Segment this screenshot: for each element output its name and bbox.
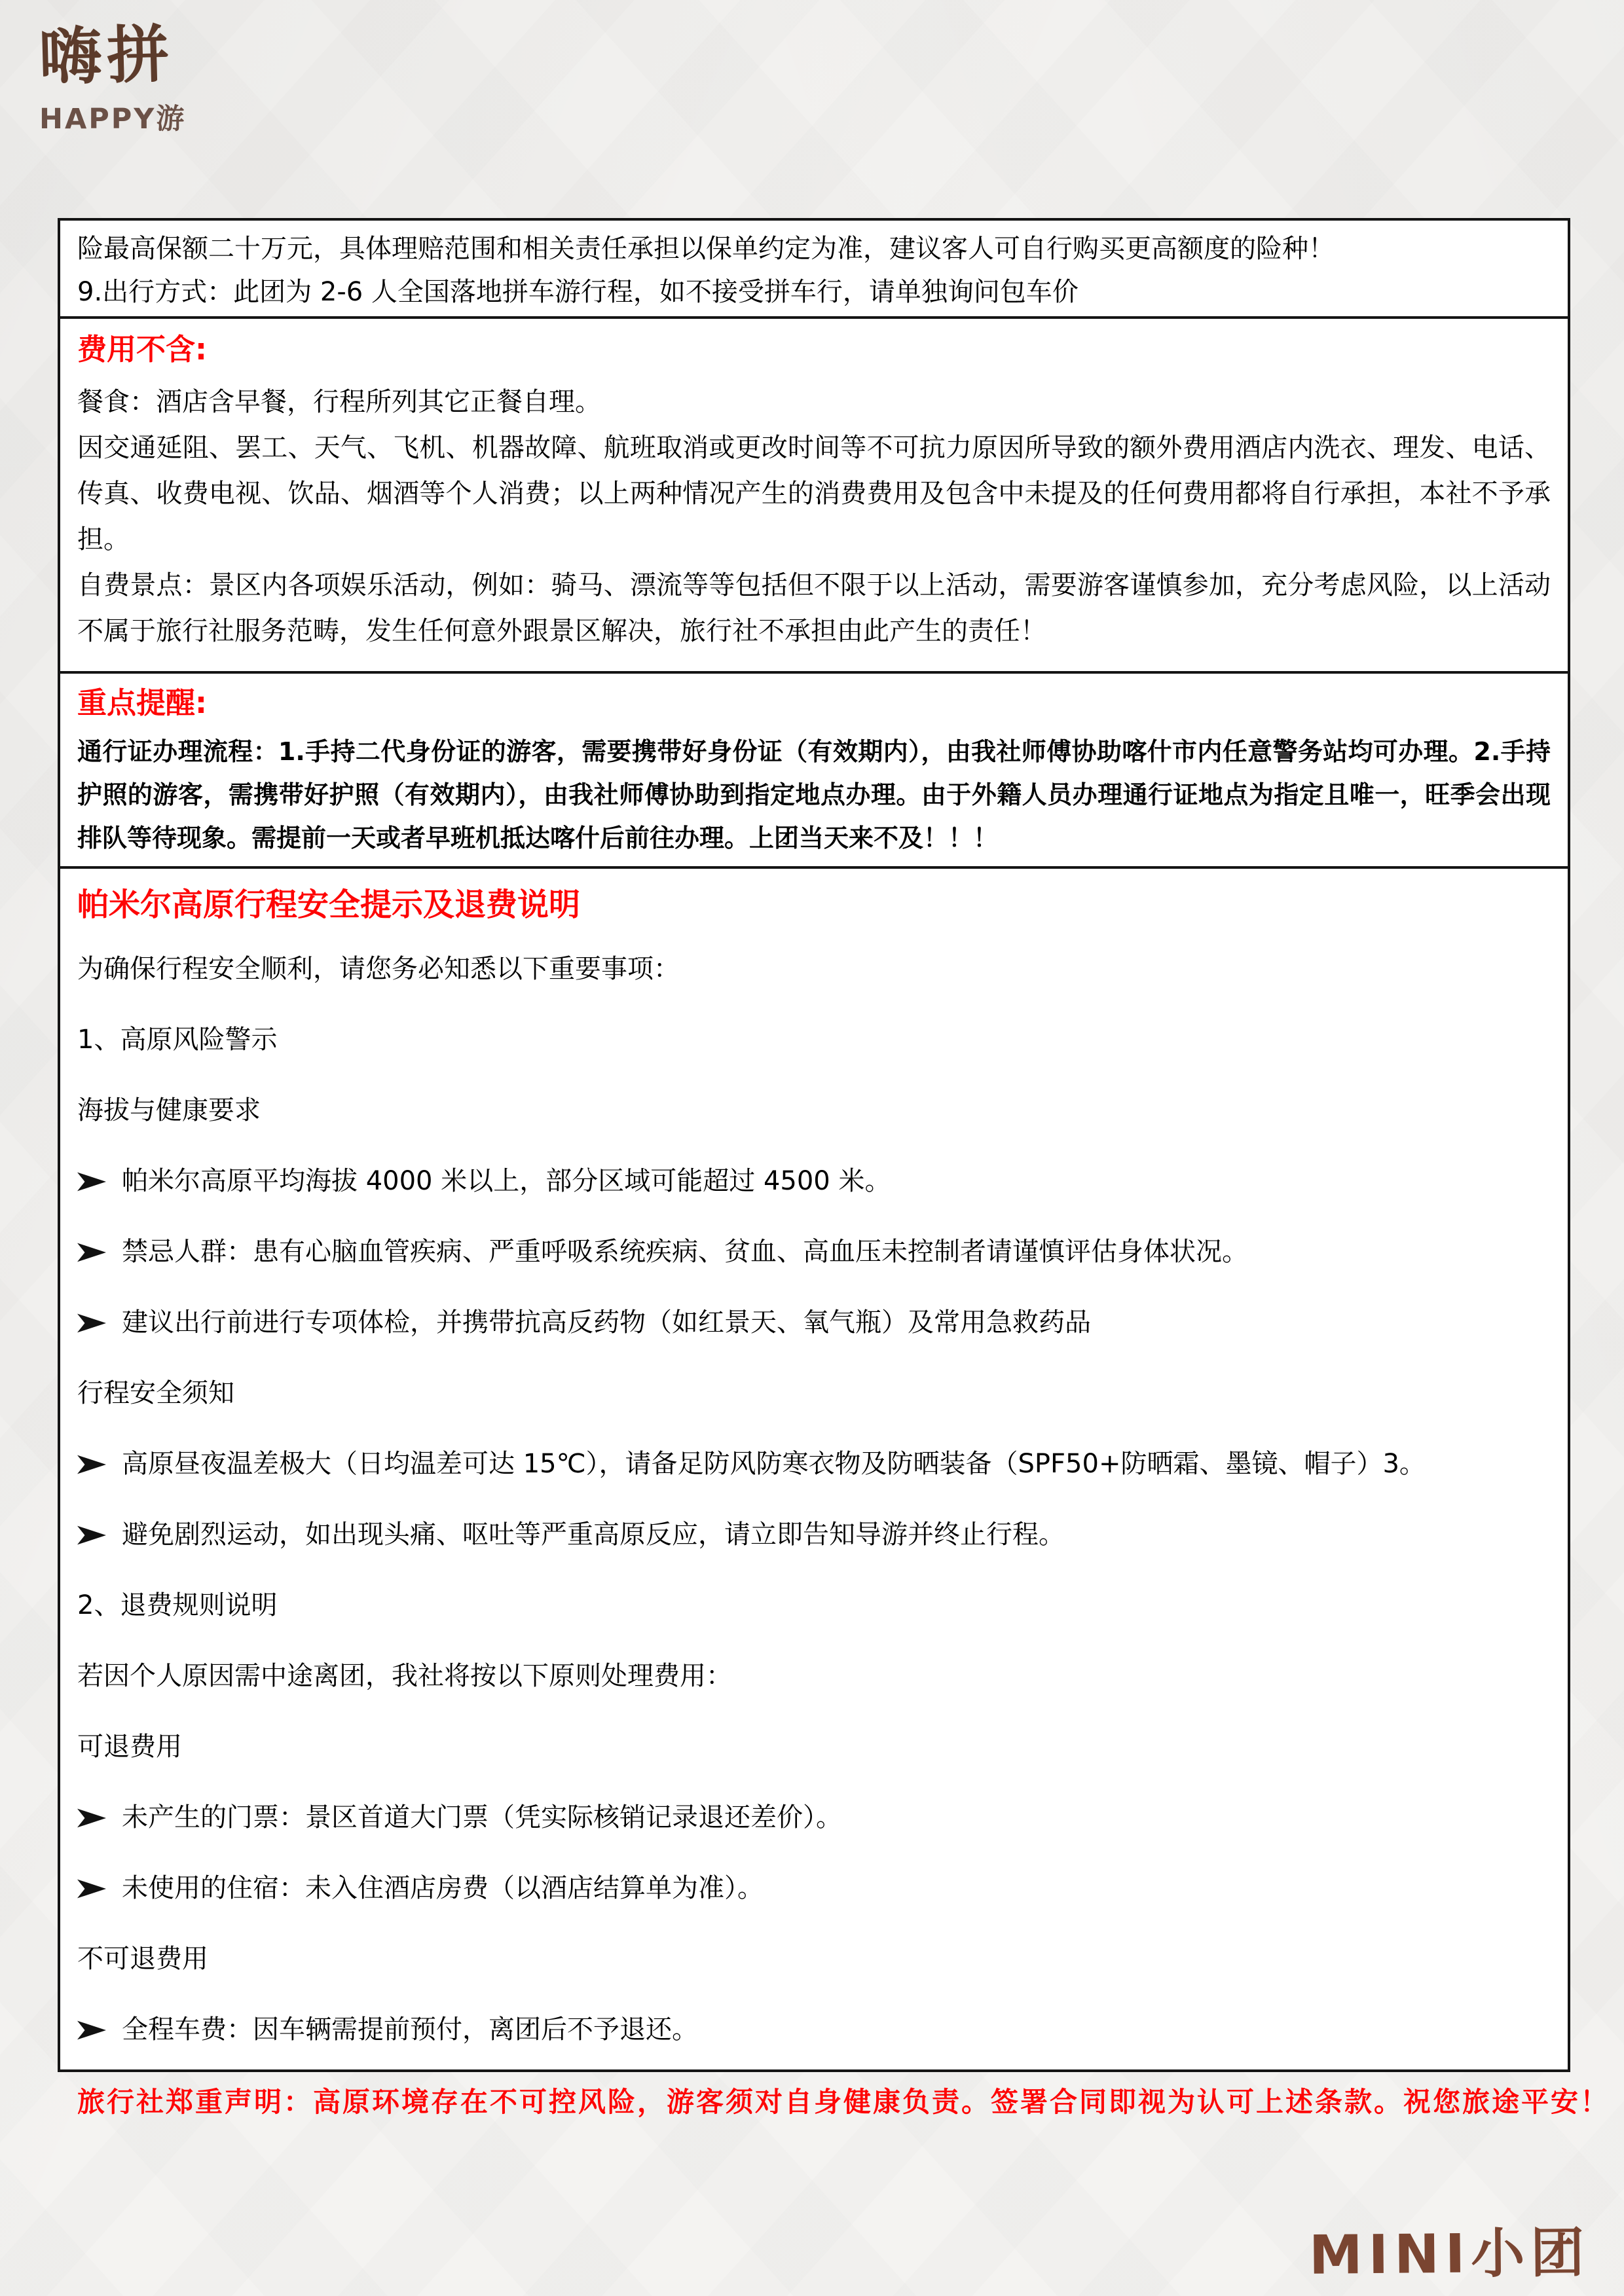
arrow-bullet-icon: [77, 1169, 106, 1195]
bullet-item-lodging: [77, 1873, 1551, 1903]
bullet-text: 建议出行前进行专项体检，并携带抗高反药物（如红景天、氧气瓶）及常用急救药品: [122, 1307, 1091, 1338]
bullet-text: 全程车费：因车辆需提前预付，离团后不予退还。: [122, 2014, 698, 2045]
agency-declaration: 旅行社郑重声明：高原环境存在不可控风险，游客须对自身健康负责。签署合同即视为认可上述条款。祝您旅途平安！: [77, 2086, 1610, 2118]
pamir-lead: 为确保行程安全顺利，请您务必知悉以下重要事项：: [77, 954, 680, 984]
bullet-item-vehicle-fee: [77, 2014, 1551, 2045]
bullet-text: 高原昼夜温差极大（日均温差可达 15℃），请备足防风防寒衣物及防晒装备（SPF50+防晒霜、墨镜、帽子）3。: [122, 1449, 1426, 1479]
bullet-item-temperature: [77, 1449, 1551, 1479]
bullet-item-tickets: [77, 1802, 1551, 1832]
pamir-altitude-title: 海拔与健康要求: [77, 1095, 261, 1125]
pamir-refundable-title: 可退费用: [77, 1732, 182, 1762]
bullet-text: 未产生的门票：景区首道大门票（凭实际核销记录退还差价）。: [122, 1802, 842, 1832]
fees-excluded-heading: 费用不含:: [77, 332, 207, 367]
intro-line-travel-mode: 9.出行方式：此团为 2-6 人全国落地拼车游行程，如不接受拼车行，请单独询问包车价: [77, 277, 1079, 307]
bullet-text: 避免剧烈运动，如出现头痛、呕吐等严重高原反应，请立即告知导游并终止行程。: [122, 1520, 1065, 1550]
fees-paragraph-meals: 餐食：酒店含早餐，行程所列其它正餐自理。: [77, 387, 601, 417]
pamir-section-title: 帕米尔高原行程安全提示及退费说明: [77, 886, 581, 923]
arrow-bullet-icon: [77, 2017, 106, 2043]
pamir-refund-lead: 若因个人原因需中途离团，我社将按以下原则处理费用：: [77, 1661, 732, 1691]
key-reminder-heading: 重点提醒:: [77, 685, 207, 720]
bullet-text: 禁忌人群：患有心脑血管疾病、严重呼吸系统疾病、贫血、高血压未控制者请谨慎评估身体状况。: [122, 1237, 1248, 1267]
section-fees-excluded: [60, 319, 1568, 671]
pamir-risk-title: 1、高原风险警示: [77, 1025, 278, 1055]
document-box: [58, 218, 1610, 2118]
section-pamir-safety: [60, 869, 1610, 2123]
arrow-bullet-icon: [77, 1239, 106, 1266]
pamir-nonrefundable-title: 不可退费用: [77, 1944, 208, 1974]
brand-logo: [39, 7, 186, 137]
key-reminder-body: 通行证办理流程：1.手持二代身份证的游客，需要携带好身份证（有效期内），由我社师傅协助喀什市内任意警务站均可办理。2.手持护照的游客，需携带好护照（有效期内），由我社师傅协助到指定地点办理。由于外籍人员办理通行证地点为指定且唯一，旺季会出现排队等待现象。需提前一天或者早班机抵达喀什后前往办理。上团当天来不及！！！: [77, 737, 1551, 852]
section-key-reminder: [60, 674, 1568, 866]
pamir-refund-title: 2、退费规则说明: [77, 1590, 278, 1620]
intro-line-insurance: 险最高保额二十万元，具体理赔范围和相关责任承担以保单约定为准，建议客人可自行购买更高额度的险种！: [77, 234, 1335, 264]
bullet-item-altitude: [77, 1166, 1551, 1196]
pamir-safety-title: 行程安全须知: [77, 1378, 234, 1408]
arrow-bullet-icon: [77, 1310, 106, 1336]
arrow-bullet-icon: [77, 1876, 106, 1902]
brand-logo-en: HAPPY游: [39, 103, 187, 136]
arrow-bullet-icon: [77, 1805, 106, 1831]
section-intro: [60, 221, 1568, 316]
bullet-item-checkup: [77, 1307, 1551, 1338]
bullet-text: 帕米尔高原平均海拔 4000 米以上，部分区域可能超过 4500 米。: [122, 1166, 891, 1196]
fees-paragraph-optional-activities: 自费景点：景区内各项娱乐活动，例如：骑马、漂流等等包括但不限于以上活动，需要游客谨慎参加，充分考虑风险，以上活动不属于旅行社服务范畴，发生任何意外跟景区解决，旅行社不承担由此产生的责任！: [77, 570, 1551, 646]
arrow-bullet-icon: [77, 1451, 106, 1478]
footer-logo: MINI小团: [1308, 2222, 1591, 2287]
fees-paragraph-force-majeure: 因交通延阻、罢工、天气、飞机、机器故障、航班取消或更改时间等不可抗力原因所导致的额外费用酒店内洗衣、理发、电话、传真、收费电视、饮品、烟酒等个人消费；以上两种情况产生的消费费用及包含中未提及的任何费用都将自行承担，本社不予承担。: [77, 433, 1551, 555]
bullet-text: 未使用的住宿：未入住酒店房费（以酒店结算单为准）。: [122, 1873, 764, 1903]
arrow-bullet-icon: [77, 1522, 106, 1548]
bullet-item-exercise: [77, 1520, 1551, 1550]
brand-logo-cn: 嗨拼: [38, 18, 175, 94]
bullet-item-contraindicated: [77, 1237, 1551, 1267]
